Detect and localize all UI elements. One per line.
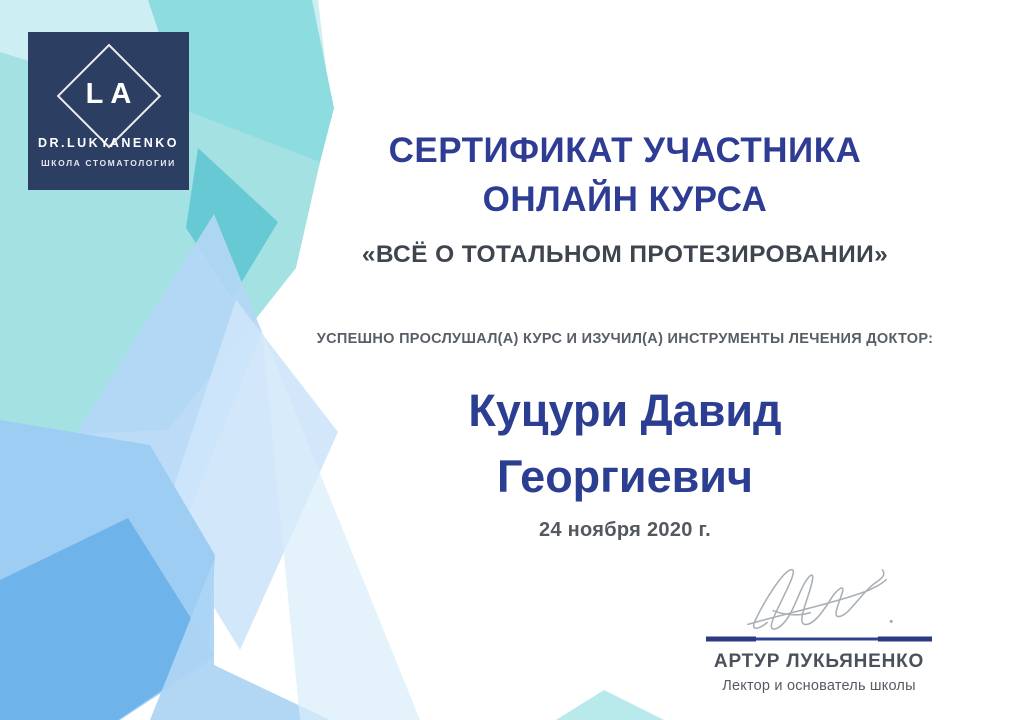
signature-scribble — [736, 560, 906, 638]
certificate-title-line2: ОНЛАЙН КУРСА — [482, 180, 768, 219]
signer-role: Лектор и основатель школы — [722, 678, 916, 694]
certificate-date: 24 ноября 2020 г. — [538, 519, 712, 541]
completion-statement: УСПЕШНО ПРОСЛУШАЛ(А) КУРС И ИЗУЧИЛ(А) ИНСТРУМЕНТЫ ЛЕЧЕНИЯ ДОКТОР: — [316, 331, 934, 347]
signature-line — [706, 636, 932, 642]
logo-brand-name: DR.LUKYANENKO — [37, 136, 180, 150]
recipient-name-line2: Георгиевич — [496, 451, 754, 503]
signer-name: АРТУР ЛУКЬЯНЕНКО — [713, 651, 925, 672]
recipient-name — [290, 378, 960, 510]
logo-monogram: LA — [85, 78, 139, 111]
course-name: «ВСЁ О ТОТАЛЬНОМ ПРОТЕЗИРОВАНИИ» — [361, 241, 889, 268]
certificate-title — [290, 126, 960, 224]
logo-tagline: ШКОЛА СТОМАТОЛОГИИ — [41, 158, 176, 168]
certificate-title-line1: СЕРТИФИКАТ УЧАСТНИКА — [388, 131, 862, 170]
recipient-name-line1: Куцури Давид — [468, 385, 782, 436]
school-logo — [28, 32, 189, 190]
